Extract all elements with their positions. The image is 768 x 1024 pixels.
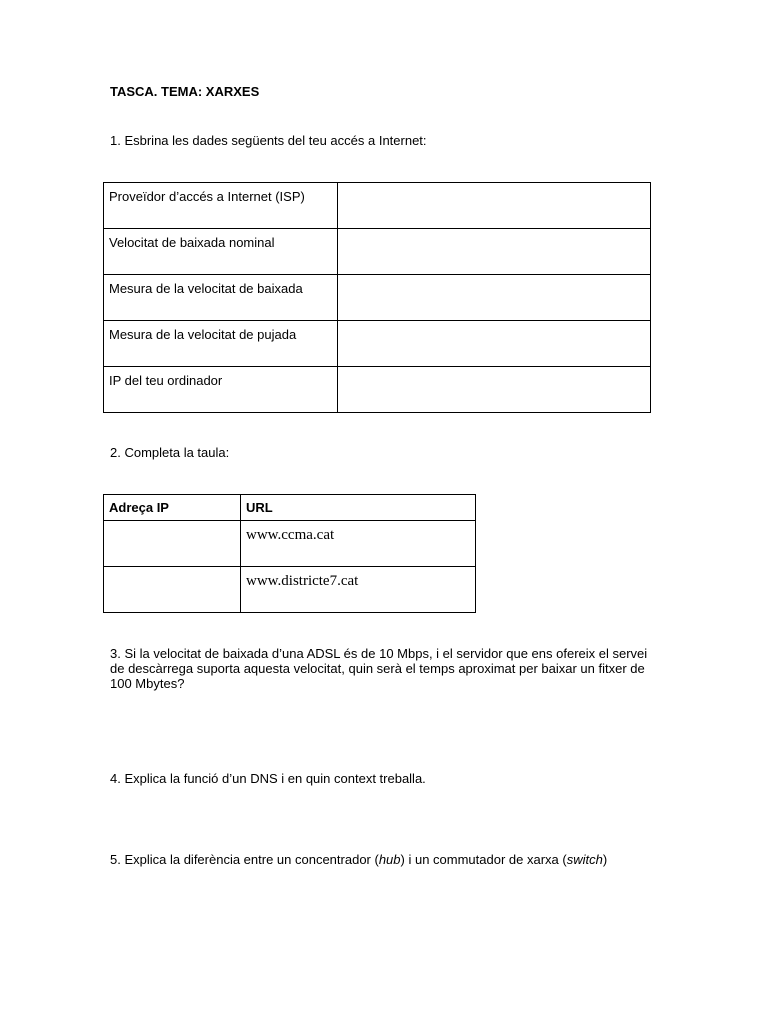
table-header-row bbox=[104, 495, 476, 521]
row-label: Velocitat de baixada nominal bbox=[104, 229, 338, 275]
table-row bbox=[104, 229, 651, 275]
ip-answer-cell[interactable] bbox=[104, 521, 241, 567]
ip-url-table bbox=[103, 494, 476, 613]
row-label: Mesura de la velocitat de baixada bbox=[104, 275, 338, 321]
question-3 bbox=[110, 646, 647, 691]
question-1: 1. Esbrina les dades següents del teu accés a Internet: bbox=[110, 133, 427, 148]
table-row bbox=[104, 183, 651, 229]
table-row bbox=[104, 567, 476, 613]
table-row bbox=[104, 275, 651, 321]
page-title: TASCA. TEMA: XARXES bbox=[110, 84, 260, 99]
url-cell: www.ccma.cat bbox=[241, 521, 476, 567]
isp-data-table bbox=[103, 182, 651, 413]
question-2: 2. Completa la taula: bbox=[110, 445, 230, 460]
term-hub: hub bbox=[378, 852, 401, 867]
row-label: IP del teu ordinador bbox=[104, 367, 338, 413]
answer-cell[interactable] bbox=[338, 275, 651, 321]
header-url: URL bbox=[241, 495, 476, 521]
table-row bbox=[104, 521, 476, 567]
question-5-part-1: 5. Explica la diferència entre un concentrador ( bbox=[110, 852, 379, 867]
term-switch: switch bbox=[566, 852, 603, 867]
question-5-part-3: ) bbox=[602, 852, 608, 867]
url-cell: www.districte7.cat bbox=[241, 567, 476, 613]
row-label: Proveïdor d’accés a Internet (ISP) bbox=[104, 183, 338, 229]
row-label: Mesura de la velocitat de pujada bbox=[104, 321, 338, 367]
answer-cell[interactable] bbox=[338, 321, 651, 367]
ip-answer-cell[interactable] bbox=[104, 567, 241, 613]
question-3-line-2: de descàrrega suporta aquesta velocitat, quin serà el temps aproximat per baixar un fitxer de bbox=[110, 661, 645, 676]
question-3-line-3: 100 Mbytes? bbox=[110, 676, 185, 691]
table-row bbox=[104, 321, 651, 367]
question-5-part-2: ) i un commutador de xarxa ( bbox=[400, 852, 567, 867]
question-5 bbox=[110, 852, 607, 867]
answer-cell[interactable] bbox=[338, 367, 651, 413]
answer-cell[interactable] bbox=[338, 229, 651, 275]
question-4: 4. Explica la funció d’un DNS i en quin context treballa. bbox=[110, 771, 426, 786]
table-row bbox=[104, 367, 651, 413]
answer-cell[interactable] bbox=[338, 183, 651, 229]
header-ip: Adreça IP bbox=[104, 495, 241, 521]
question-3-line-1: 3. Si la velocitat de baixada d’una ADSL és de 10 Mbps, i el servidor que ens ofereix el servei bbox=[110, 646, 648, 661]
